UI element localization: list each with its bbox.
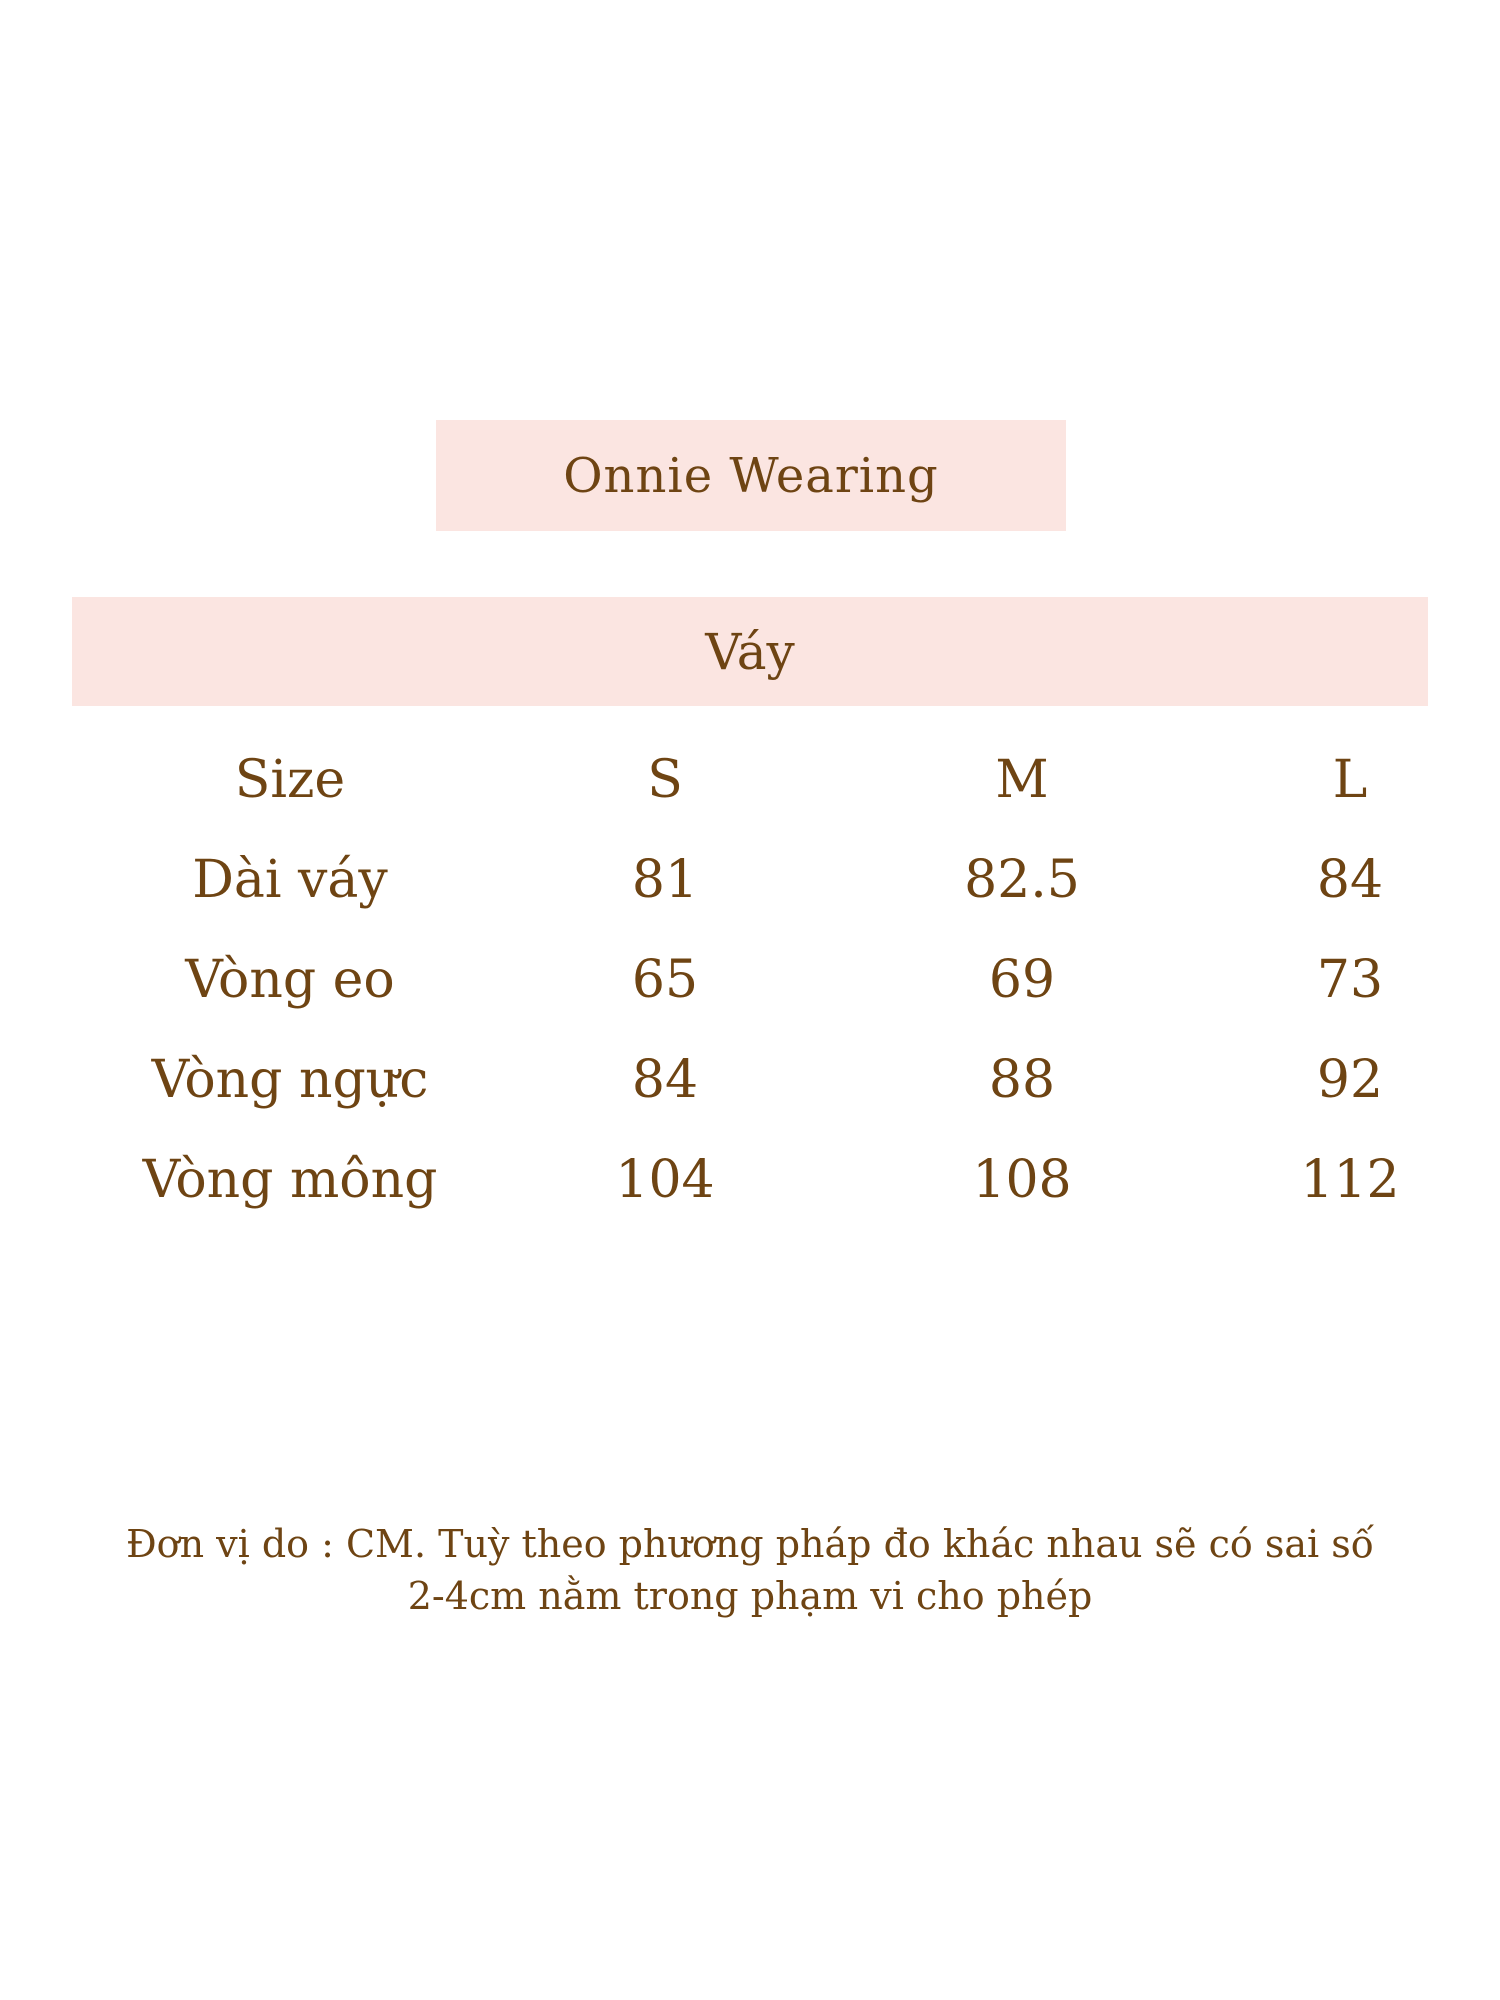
row-label: Vòng ngực bbox=[151, 1050, 429, 1110]
header-size: Size bbox=[234, 750, 346, 810]
value-l: 92 bbox=[1316, 1050, 1384, 1110]
measurement-note bbox=[100, 1518, 1400, 1622]
value-l: 112 bbox=[1300, 1150, 1400, 1210]
value-m: 69 bbox=[988, 950, 1056, 1010]
row-label: Vòng mông bbox=[142, 1150, 438, 1210]
value-s: 84 bbox=[631, 1050, 699, 1110]
table-row bbox=[0, 1130, 1500, 1230]
category-title: Váy bbox=[705, 622, 795, 681]
table-header-row bbox=[0, 730, 1500, 830]
value-s: 104 bbox=[615, 1150, 715, 1210]
table-row bbox=[0, 930, 1500, 1030]
measurement-note-line-1: Đơn vị do : CM. Tuỳ theo phương pháp đo khác nhau sẽ có sai số bbox=[126, 1522, 1374, 1566]
value-m: 88 bbox=[988, 1050, 1056, 1110]
value-l: 73 bbox=[1316, 950, 1384, 1010]
value-m: 108 bbox=[972, 1150, 1072, 1210]
header-m: M bbox=[995, 750, 1049, 810]
table-row bbox=[0, 1030, 1500, 1130]
category-band bbox=[72, 597, 1428, 706]
brand-title: Onnie Wearing bbox=[563, 447, 939, 504]
measurement-note-line-2: 2-4cm nằm trong phạm vi cho phép bbox=[407, 1574, 1093, 1618]
value-s: 81 bbox=[631, 850, 699, 910]
size-table bbox=[0, 730, 1500, 1230]
row-label: Dài váy bbox=[192, 850, 388, 910]
header-s: S bbox=[647, 750, 683, 810]
value-l: 84 bbox=[1316, 850, 1384, 910]
row-label: Vòng eo bbox=[185, 950, 395, 1010]
header-l: L bbox=[1332, 750, 1368, 810]
table-row bbox=[0, 830, 1500, 930]
value-s: 65 bbox=[631, 950, 699, 1010]
brand-title-box bbox=[436, 420, 1066, 531]
value-m: 82.5 bbox=[964, 850, 1080, 910]
